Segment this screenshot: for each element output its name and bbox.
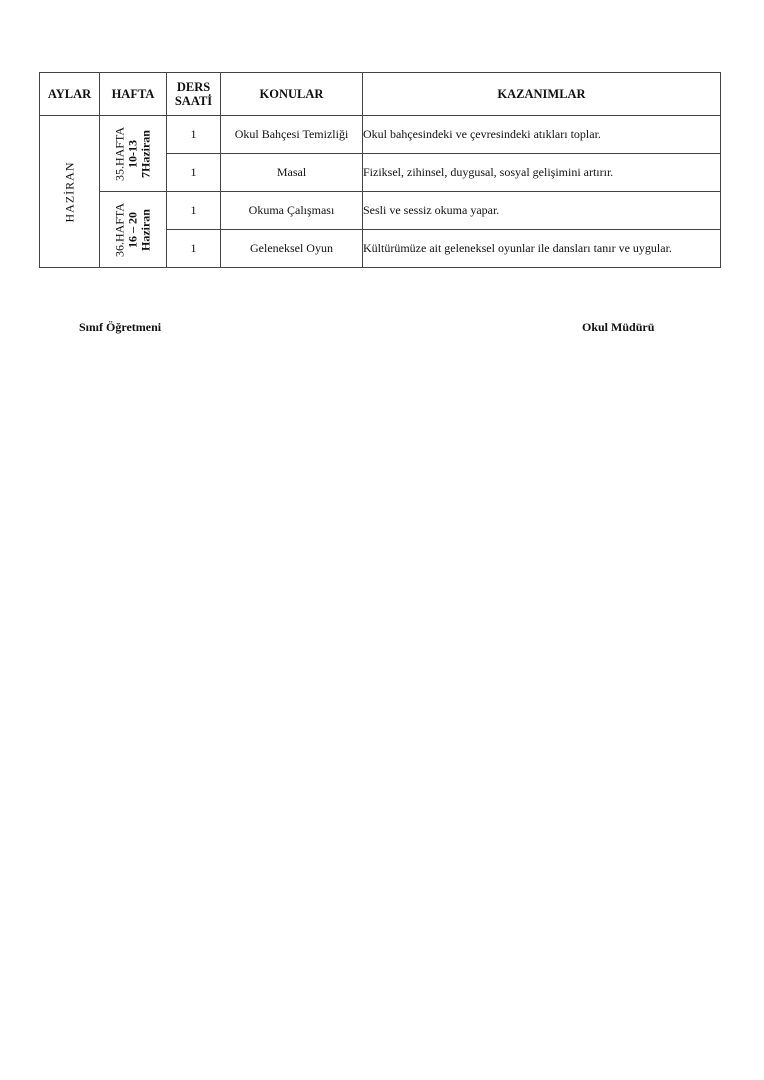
week-36-label: 36.HAFTA: [112, 202, 127, 257]
week-35-label: 35.HAFTA: [112, 126, 127, 181]
kazanim-cell: Okul bahçesindeki ve çevresindeki atıkları toplar.: [363, 116, 721, 154]
week-36-text: [114, 202, 153, 256]
ders-saati-cell: 1: [167, 230, 221, 268]
header-aylar: AYLAR: [40, 73, 100, 116]
week-36-date: Haziran: [138, 208, 153, 251]
header-ders-saati: [167, 73, 221, 116]
kazanim-cell: Kültürümüze ait geleneksel oyunlar ile dansları tanır ve uygular.: [363, 230, 721, 268]
teacher-signature-label: Sınıf Öğretmeni: [79, 320, 162, 334]
header-ders-line1: DERS: [176, 80, 211, 94]
header-kazanimlar: KAZANIMLAR: [363, 73, 721, 116]
table-row: [40, 192, 721, 230]
konu-cell: Geleneksel Oyun: [221, 230, 363, 268]
kazanim-cell: Fiziksel, zihinsel, duygusal, sosyal gelişimini artırır.: [363, 154, 721, 192]
ders-saati-cell: 1: [167, 154, 221, 192]
principal-signature-label: Okul Müdürü: [582, 320, 655, 334]
week-35-date: 7Haziran: [138, 129, 153, 178]
konu-cell: Masal: [221, 154, 363, 192]
table-row: [40, 116, 721, 154]
week-cell-35: [100, 116, 167, 192]
kazanim-cell: Sesli ve sessiz okuma yapar.: [363, 192, 721, 230]
header-konular: KONULAR: [221, 73, 363, 116]
lesson-plan-table: [39, 72, 721, 268]
week-36-range: 16 – 20: [125, 211, 140, 248]
month-cell: [40, 116, 100, 268]
ders-saati-cell: 1: [167, 116, 221, 154]
ders-saati-cell: 1: [167, 192, 221, 230]
header-hafta: HAFTA: [100, 73, 167, 116]
table-header-row: [40, 73, 721, 116]
week-cell-36: [100, 192, 167, 268]
week-35-range: 10-13: [125, 139, 140, 168]
konu-cell: Okul Bahçesi Temizliği: [221, 116, 363, 154]
konu-cell: Okuma Çalışması: [221, 192, 363, 230]
week-35-text: [114, 126, 153, 180]
header-ders-line2: SAATİ: [174, 94, 213, 108]
month-label: HAZİRAN: [62, 161, 76, 222]
